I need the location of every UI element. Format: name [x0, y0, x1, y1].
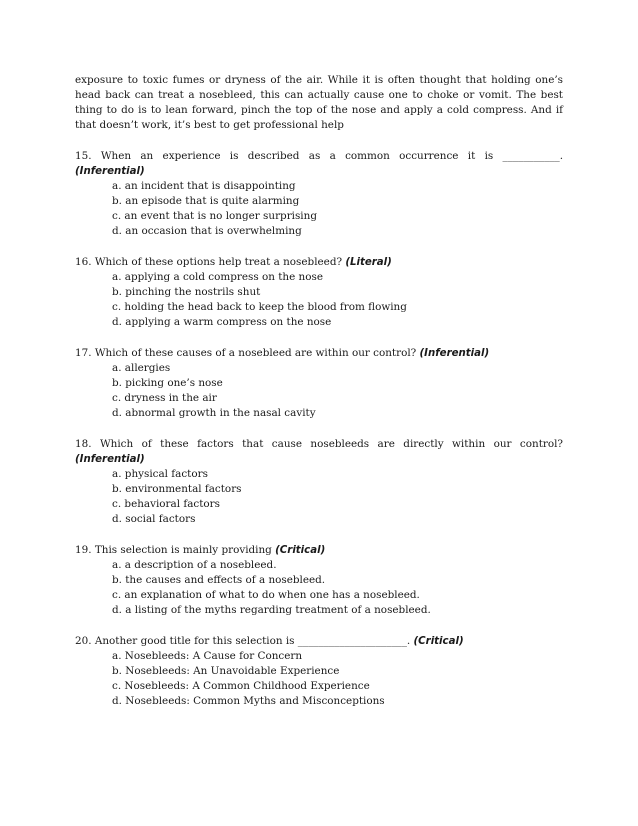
option-a: a. an incident that is disappointing	[112, 180, 296, 192]
option-a: a. allergies	[112, 362, 171, 374]
option-b: b. Nosebleeds: An Unavoidable Experience	[112, 665, 340, 677]
option-a: a. applying a cold compress on the nose	[112, 271, 323, 283]
option-a: a. Nosebleeds: A Cause for Concern	[112, 650, 303, 662]
option-b: b. picking one’s nose	[112, 377, 223, 389]
question-18	[75, 437, 563, 527]
option-b: b. an episode that is quite alarming	[112, 195, 300, 207]
option-d: d. Nosebleeds: Common Myths and Misconceptions	[112, 695, 385, 707]
question-16	[75, 255, 563, 330]
option-d: d. applying a warm compress on the nose	[112, 316, 332, 328]
option-b: b. pinching the nostrils shut	[112, 286, 261, 298]
option-c: c. an explanation of what to do when one has a nosebleed.	[112, 589, 420, 601]
question-16-stem: 16. Which of these options help treat a nosebleed?	[75, 256, 343, 268]
option-c: c. Nosebleeds: A Common Childhood Experience	[112, 680, 370, 692]
question-19-stem: 19. This selection is mainly providing	[75, 544, 272, 556]
option-c: c. dryness in the air	[112, 392, 217, 404]
option-d: d. a listing of the myths regarding treatment of a nosebleed.	[112, 604, 431, 616]
question-18-tag: (Inferential)	[75, 454, 145, 465]
question-19	[75, 543, 563, 618]
question-18-options	[75, 467, 563, 527]
option-d: d. an occasion that is overwhelming	[112, 225, 302, 237]
question-17-options	[75, 361, 563, 421]
question-16-tag: (Literal)	[345, 257, 392, 268]
question-15-tag: (Inferential)	[75, 166, 145, 177]
question-15	[75, 149, 563, 239]
question-15-options	[75, 179, 563, 239]
option-a: a. physical factors	[112, 468, 208, 480]
question-20	[75, 634, 563, 709]
intro-paragraph: exposure to toxic fumes or dryness of the air. While it is often thought that holding one’s head back can treat a nosebleed, this can actually cause one to choke or vomit. The best thing to do is to lean forward, pinch the top of the nose and apply a cold compress. And if that doesn’t work, it’s best to get professional help	[75, 74, 563, 131]
option-b: b. the causes and effects of a nosebleed.	[112, 574, 326, 586]
question-19-options	[75, 558, 563, 618]
question-20-tag: (Critical)	[413, 636, 464, 647]
option-a: a. a description of a nosebleed.	[112, 559, 277, 571]
option-d: d. social factors	[112, 513, 196, 525]
question-17-tag: (Inferential)	[419, 348, 490, 359]
option-c: c. an event that is no longer surprising	[112, 210, 317, 222]
option-c: c. behavioral factors	[112, 498, 220, 510]
option-c: c. holding the head back to keep the blood from flowing	[112, 301, 407, 313]
question-18-stem: 18. Which of these factors that cause nosebleeds are directly within our control?	[75, 438, 563, 450]
question-20-stem: 20. Another good title for this selection is _____________________.	[75, 635, 411, 647]
option-b: b. environmental factors	[112, 483, 242, 495]
question-17	[75, 346, 563, 421]
question-15-stem: 15. When an experience is described as a common occurrence it is ___________.	[75, 150, 563, 162]
question-19-tag: (Critical)	[275, 545, 326, 556]
question-17-stem: 17. Which of these causes of a nosebleed are within our control?	[75, 347, 417, 359]
option-d: d. abnormal growth in the nasal cavity	[112, 407, 316, 419]
question-20-options	[75, 649, 563, 709]
document-page	[75, 73, 563, 709]
question-16-options	[75, 270, 563, 330]
